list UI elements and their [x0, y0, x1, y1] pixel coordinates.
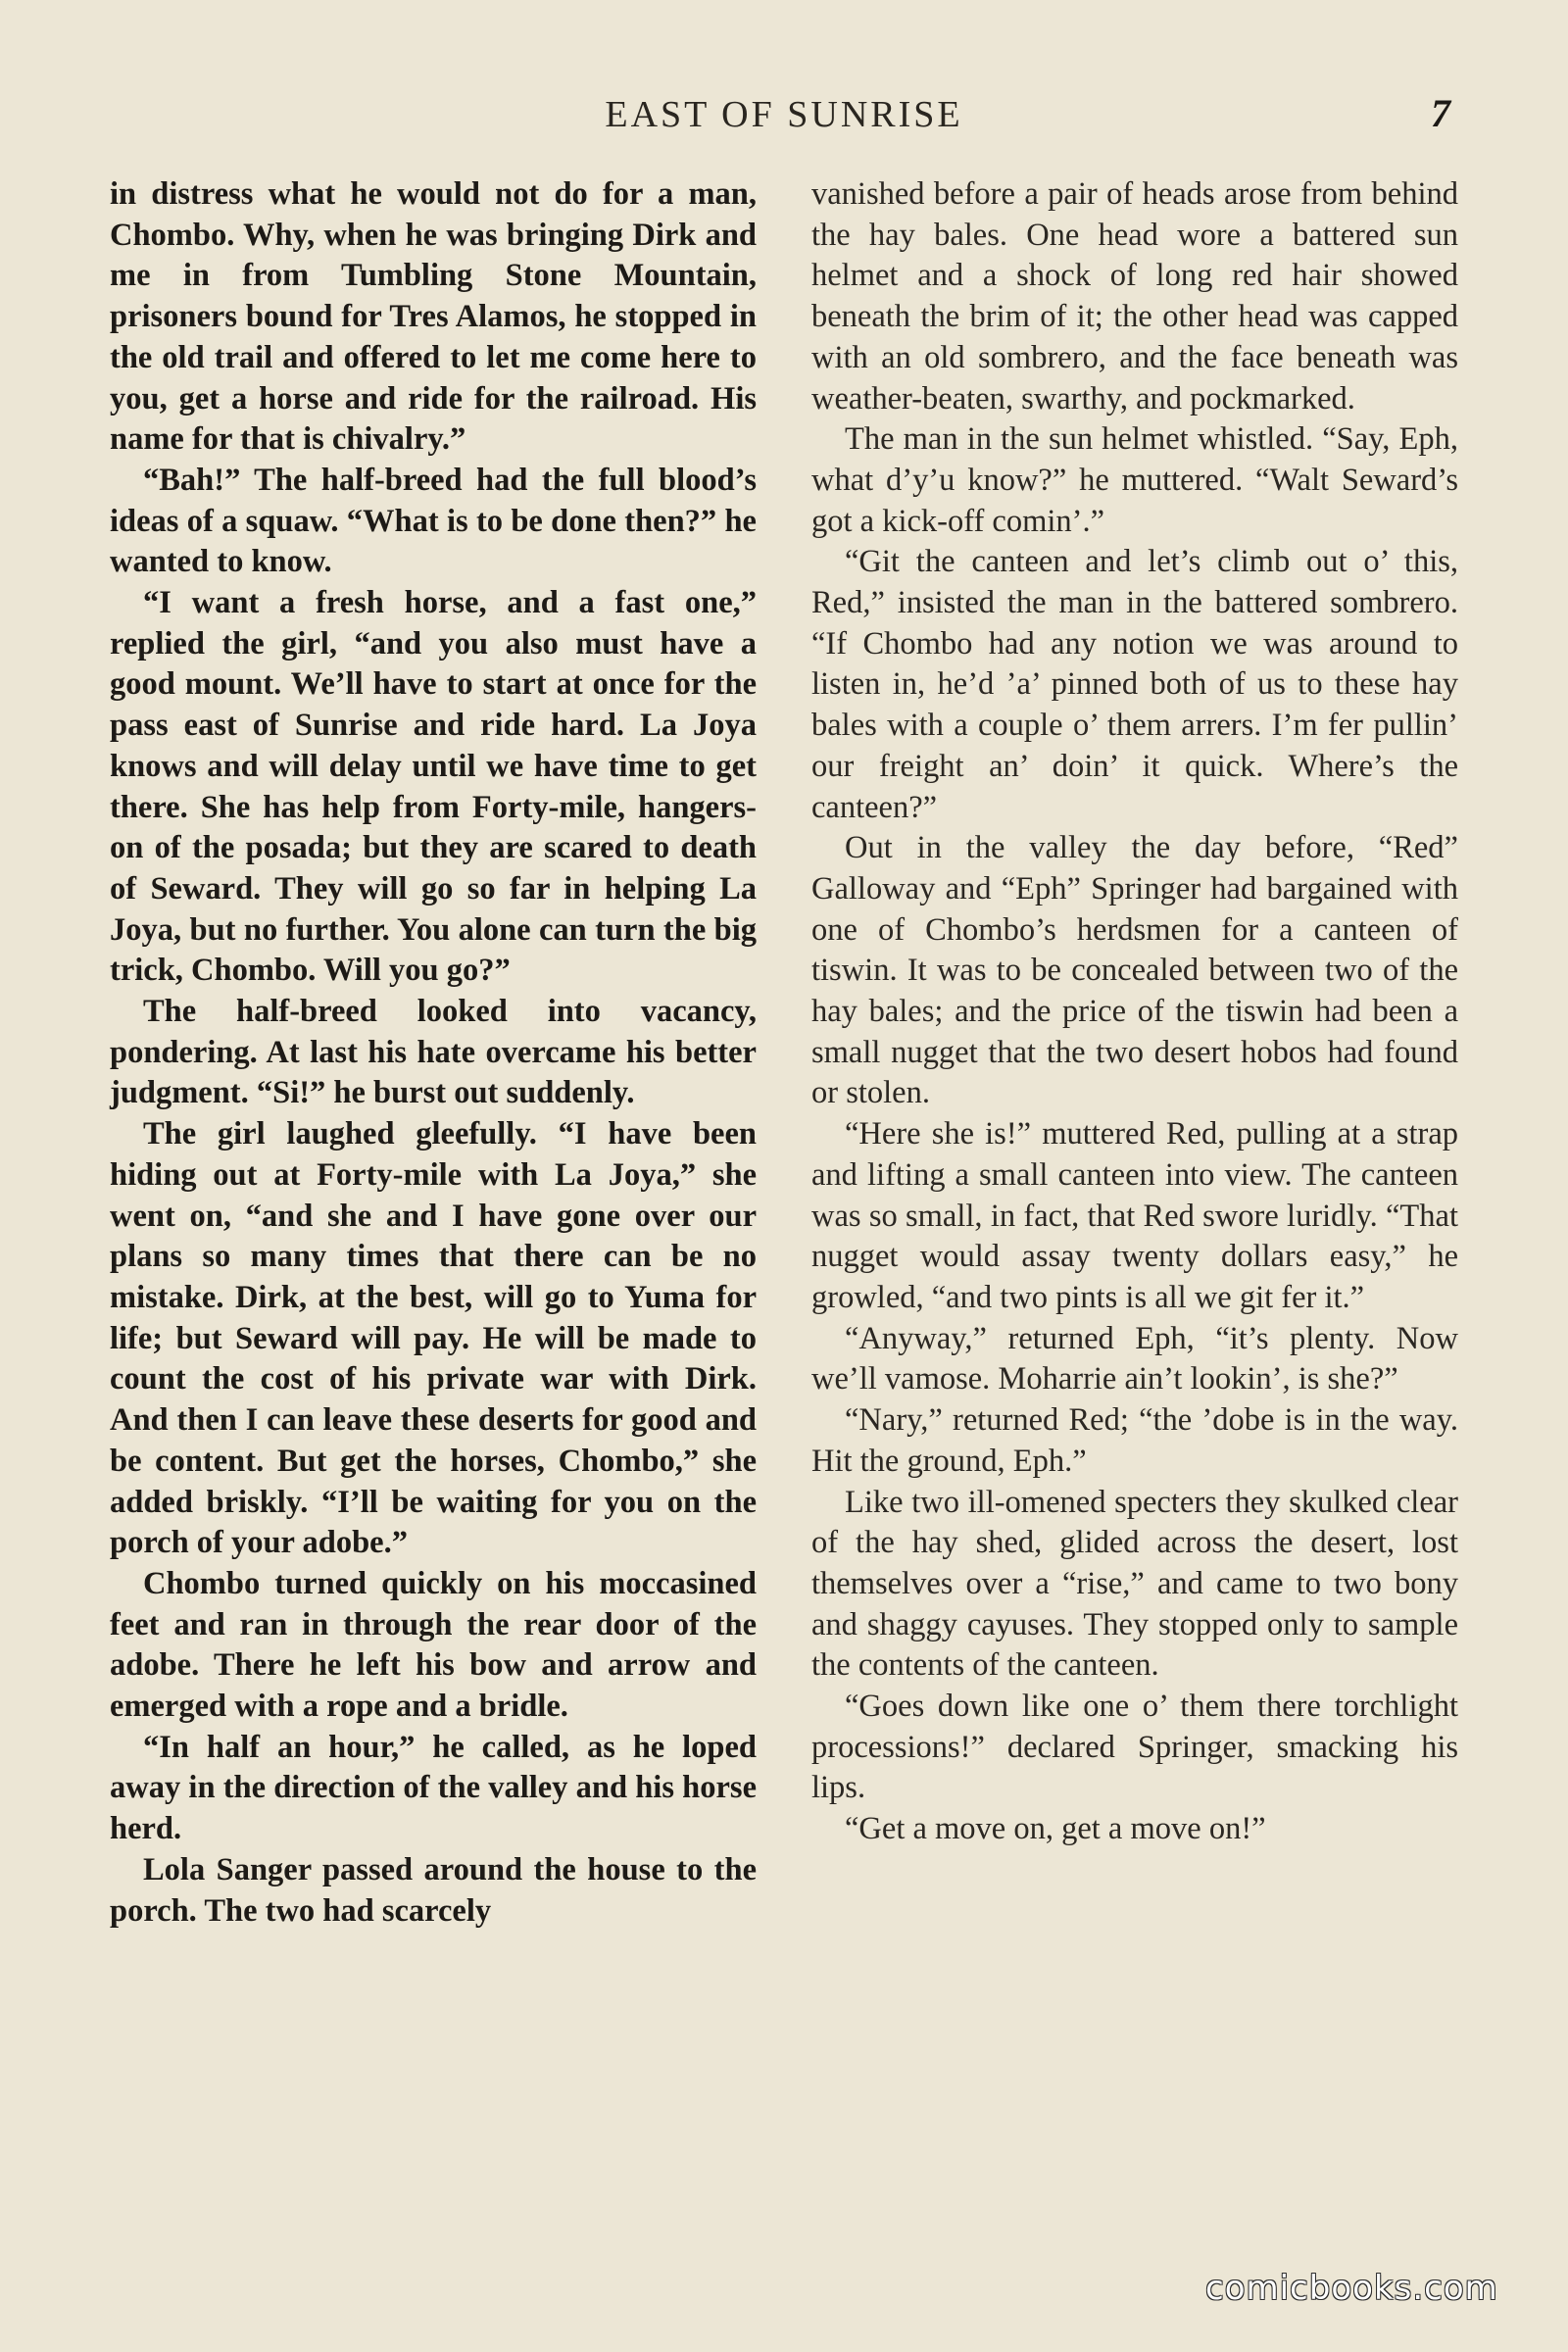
paragraph: “Nary,” returned Red; “the ’dobe is in the way. Hit the ground, Eph.” — [811, 1402, 1458, 1479]
paragraph: vanished before a pair of heads arose from behind the hay bales. One head wore a battered sun helmet and a shock of long red hair showed beneath the brim of it; the other head was capped with an old sombrero, and the face beneath was weather-beaten, swarthy, and pockmarked. — [811, 176, 1458, 416]
watermark: comicbooks.com — [1205, 2269, 1498, 2308]
paragraph: Out in the valley the day before, “Red” Galloway and “Eph” Springer had bargained with one of Chombo’s herdsmen for a canteen of tiswin. It was to be concealed between two of the hay bales; and the price of the tiswin had been a small nugget that the two desert hobos had found or stolen. — [811, 830, 1458, 1111]
paragraph: The man in the sun helmet whistled. “Say, Eph, what d’y’u know?” he muttered. “Walt Seward’s got a kick-off comin’.” — [811, 421, 1458, 539]
running-head: EAST OF SUNRISE — [605, 94, 963, 135]
paragraph: “I want a fresh horse, and a fast one,” replied the girl, “and you also must have a good mount. We’ll have to start at once for the pass east of Sunrise and ride hard. La Joya knows and will delay until we have time to get there. She has help from Forty-mile, hangers-on of the posada; but they are scared to death of Seward. They will go so far in helping La Joya, but no further. You alone can turn the big trick, Chombo. Will you go?” — [110, 585, 757, 989]
paragraph: The half-breed looked into vacancy, pondering. At last his hate overcame his better judgment. “Si!” he burst out suddenly. — [110, 994, 757, 1111]
paragraph: “Git the canteen and let’s climb out o’ this, Red,” insisted the man in the battered sombrero. “If Chombo had any notion we was around to listen in, he’d ’a’ pinned both of us to these hay bales with a couple o’ them arrers. I’m fer pullin’ our freight an’ doin’ it quick. Where’s the canteen?” — [811, 544, 1458, 825]
paragraph: “In half an hour,” he called, as he loped away in the direction of the valley and his horse herd. — [110, 1729, 757, 1847]
paragraph: Chombo turned quickly on his moccasined feet and ran in through the rear door of the adobe. There he left his bow and arrow and emerged with a rope and a bridle. — [110, 1565, 757, 1725]
paragraph: “Goes down like one o’ them there torchlight processions!” declared Springer, smacking his lips. — [811, 1689, 1458, 1806]
right-column — [811, 174, 1458, 1850]
paragraph: Lola Sanger passed around the house to the porch. The two had scarcely — [110, 1851, 757, 1929]
page-number: 7 — [1431, 91, 1450, 135]
left-column — [110, 174, 757, 1932]
paragraph: in distress what he would not do for a man, Chombo. Why, when he was bringing Dirk and me in from Tumbling Stone Mountain, prisoners bound for Tres Alamos, he stopped in the old trail and offered to let me come here to you, get a horse and ride for the railroad. His name for that is chivalry.” — [110, 176, 757, 458]
paragraph: “Get a move on, get a move on!” — [845, 1811, 1266, 1847]
paragraph: “Here she is!” muttered Red, pulling at a strap and lifting a small canteen into view. The canteen was so small, in fact, that Red swore luridly. “That nugget would assay twenty dollars easy,” he growled, “and two pints is all we git fer it.” — [811, 1116, 1458, 1315]
paragraph: The girl laughed gleefully. “I have been hiding out at Forty-mile with La Joya,” she went on, “and she and I have gone over our plans so many times that there can be no mistake. Dirk, at the best, will go to Yuma for life; but Seward will pay. He will be made to count the cost of his private war with Dirk. And then I can leave these deserts for good and be content. But get the horses, Chombo,” she added briskly. “I’ll be waiting for you on the porch of your adobe.” — [110, 1116, 757, 1561]
paragraph: “Bah!” The half-breed had the full blood’s ideas of a squaw. “What is to be done then?” he wanted to know. — [110, 462, 757, 580]
paragraph: Like two ill-omened specters they skulked clear of the hay shed, glided across the desert, lost themselves over a “rise,” and came to two bony and shaggy cayuses. They stopped only to sample the contents of the canteen. — [811, 1484, 1458, 1684]
paragraph: “Anyway,” returned Eph, “it’s plenty. Now we’ll vamose. Moharrie ain’t lookin’, is she?” — [811, 1320, 1458, 1397]
